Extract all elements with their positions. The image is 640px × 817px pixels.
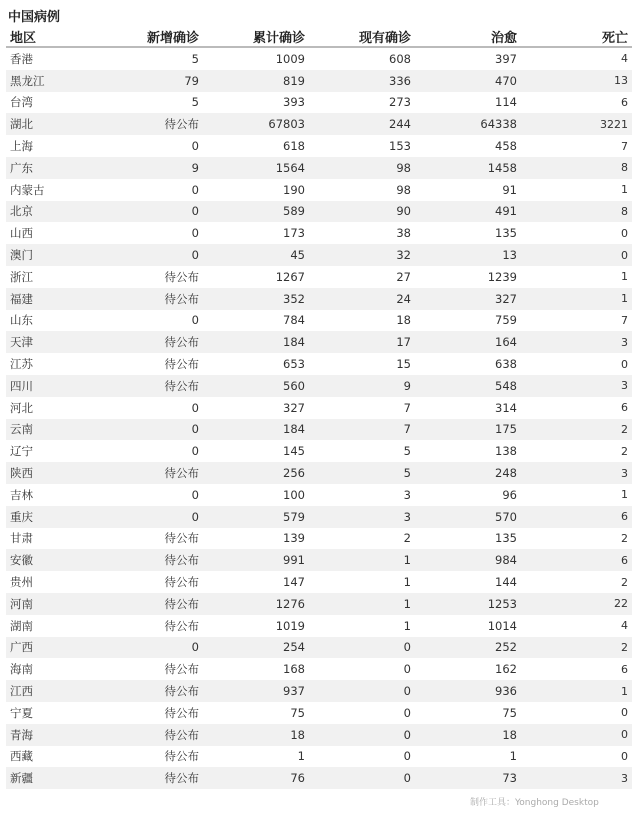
new-confirmed-cell: 待公布 bbox=[101, 767, 203, 789]
region-cell: 天津 bbox=[6, 331, 101, 353]
current-confirmed-cell: 24 bbox=[309, 288, 415, 310]
new-confirmed-cell: 0 bbox=[101, 201, 203, 223]
total-confirmed-cell: 76 bbox=[203, 767, 309, 789]
region-cell: 黑龙江 bbox=[6, 70, 101, 92]
region-cell: 香港 bbox=[10, 51, 33, 66]
table-row bbox=[6, 179, 632, 201]
region-cell: 台湾 bbox=[10, 95, 33, 110]
new-confirmed-cell: 0 bbox=[101, 244, 203, 266]
region-cell: 海南 bbox=[10, 662, 33, 677]
current-confirmed-cell: 38 bbox=[396, 226, 411, 241]
region-cell: 内蒙古 bbox=[10, 182, 45, 197]
recovered-cell: 114 bbox=[495, 95, 517, 110]
new-confirmed-cell: 待公布 bbox=[101, 288, 203, 310]
recovered-cell: 314 bbox=[495, 400, 517, 415]
new-confirmed-cell: 待公布 bbox=[164, 269, 199, 284]
new-confirmed-cell: 0 bbox=[191, 182, 199, 197]
table-row bbox=[6, 484, 632, 506]
total-confirmed-cell: 1019 bbox=[275, 618, 305, 633]
credit-text: 制作工具：Yonghong Desktop bbox=[470, 798, 599, 808]
new-confirmed-cell: 待公布 bbox=[101, 549, 203, 571]
current-confirmed-cell: 27 bbox=[396, 269, 411, 284]
deaths-cell: 6 bbox=[621, 662, 628, 676]
new-confirmed-cell: 待公布 bbox=[101, 375, 203, 397]
new-confirmed-cell: 待公布 bbox=[101, 331, 203, 353]
deaths-cell: 13 bbox=[521, 70, 632, 92]
new-confirmed-cell: 待公布 bbox=[164, 662, 199, 677]
table-row bbox=[6, 353, 632, 375]
recovered-cell: 1458 bbox=[415, 157, 521, 179]
table-row bbox=[6, 70, 632, 92]
total-confirmed-cell: 1009 bbox=[275, 51, 305, 66]
total-confirmed-cell: 327 bbox=[283, 400, 305, 415]
total-confirmed-cell: 75 bbox=[290, 705, 305, 720]
new-confirmed-cell: 待公布 bbox=[164, 705, 199, 720]
region-cell: 贵州 bbox=[10, 575, 33, 590]
new-confirmed-cell: 待公布 bbox=[164, 575, 199, 590]
cases-table bbox=[6, 26, 632, 789]
table-row bbox=[6, 157, 632, 179]
new-confirmed-cell: 0 bbox=[191, 313, 199, 328]
deaths-cell: 0 bbox=[621, 706, 628, 720]
recovered-cell: 13 bbox=[415, 244, 521, 266]
current-confirmed-cell: 7 bbox=[403, 400, 411, 415]
header-total-confirmed: 累计确诊 bbox=[203, 26, 309, 47]
table-row bbox=[6, 571, 632, 593]
header-region: 地区 bbox=[6, 26, 101, 47]
total-confirmed-cell: 1564 bbox=[203, 157, 309, 179]
table-row bbox=[6, 288, 632, 310]
deaths-cell: 2 bbox=[521, 637, 632, 659]
total-confirmed-cell: 184 bbox=[203, 331, 309, 353]
region-cell: 四川 bbox=[6, 375, 101, 397]
region-cell: 江苏 bbox=[10, 357, 33, 372]
current-confirmed-cell: 5 bbox=[309, 462, 415, 484]
current-confirmed-cell: 0 bbox=[309, 724, 415, 746]
deaths-cell: 1 bbox=[521, 288, 632, 310]
header-row bbox=[6, 26, 632, 47]
region-cell: 安徽 bbox=[6, 549, 101, 571]
current-confirmed-cell: 1 bbox=[403, 618, 411, 633]
recovered-cell: 138 bbox=[495, 444, 517, 459]
current-confirmed-cell: 608 bbox=[389, 51, 411, 66]
new-confirmed-cell: 0 bbox=[101, 419, 203, 441]
region-cell: 新疆 bbox=[6, 767, 101, 789]
current-confirmed-cell: 0 bbox=[309, 767, 415, 789]
deaths-cell: 3 bbox=[521, 462, 632, 484]
recovered-cell: 162 bbox=[495, 662, 517, 677]
new-confirmed-cell: 0 bbox=[101, 506, 203, 528]
region-cell: 福建 bbox=[6, 288, 101, 310]
deaths-cell: 1 bbox=[521, 680, 632, 702]
current-confirmed-cell: 1 bbox=[309, 593, 415, 615]
region-cell: 云南 bbox=[6, 419, 101, 441]
recovered-cell: 248 bbox=[415, 462, 521, 484]
deaths-cell: 6 bbox=[621, 95, 628, 109]
table-row bbox=[6, 266, 632, 288]
region-cell: 澳门 bbox=[6, 244, 101, 266]
recovered-cell: 458 bbox=[495, 139, 517, 154]
table-row bbox=[6, 331, 632, 353]
deaths-cell: 0 bbox=[521, 724, 632, 746]
current-confirmed-cell: 98 bbox=[309, 157, 415, 179]
current-confirmed-cell: 244 bbox=[309, 113, 415, 135]
header-current-confirmed: 现有确诊 bbox=[309, 26, 415, 47]
current-confirmed-cell: 2 bbox=[403, 531, 411, 546]
recovered-cell: 91 bbox=[502, 182, 517, 197]
table-row bbox=[6, 746, 632, 768]
deaths-cell: 1 bbox=[621, 183, 628, 197]
current-confirmed-cell: 32 bbox=[309, 244, 415, 266]
recovered-cell: 135 bbox=[495, 531, 517, 546]
total-confirmed-cell: 190 bbox=[283, 182, 305, 197]
new-confirmed-cell: 待公布 bbox=[164, 618, 199, 633]
new-confirmed-cell: 待公布 bbox=[164, 357, 199, 372]
recovered-cell: 548 bbox=[415, 375, 521, 397]
recovered-cell: 491 bbox=[415, 201, 521, 223]
table-row bbox=[6, 549, 632, 571]
deaths-cell: 3221 bbox=[521, 113, 632, 135]
deaths-cell: 3 bbox=[521, 331, 632, 353]
new-confirmed-cell: 5 bbox=[191, 51, 199, 66]
recovered-cell: 327 bbox=[415, 288, 521, 310]
total-confirmed-cell: 1267 bbox=[275, 269, 305, 284]
total-confirmed-cell: 67803 bbox=[203, 113, 309, 135]
header-new-confirmed: 新增确诊 bbox=[101, 26, 203, 47]
table-row bbox=[6, 47, 632, 70]
region-cell: 广东 bbox=[6, 157, 101, 179]
recovered-cell: 1 bbox=[509, 749, 517, 764]
total-confirmed-cell: 100 bbox=[283, 487, 305, 502]
deaths-cell: 2 bbox=[621, 575, 628, 589]
total-confirmed-cell: 991 bbox=[203, 549, 309, 571]
header-deaths: 死亡 bbox=[521, 26, 632, 47]
deaths-cell: 2 bbox=[621, 531, 628, 545]
current-confirmed-cell: 0 bbox=[403, 749, 411, 764]
deaths-cell: 6 bbox=[521, 506, 632, 528]
current-confirmed-cell: 1 bbox=[403, 575, 411, 590]
region-cell: 陕西 bbox=[6, 462, 101, 484]
deaths-cell: 2 bbox=[621, 444, 628, 458]
deaths-cell: 6 bbox=[621, 401, 628, 415]
total-confirmed-cell: 1276 bbox=[203, 593, 309, 615]
deaths-cell: 1 bbox=[621, 270, 628, 284]
current-confirmed-cell: 0 bbox=[403, 705, 411, 720]
new-confirmed-cell: 79 bbox=[101, 70, 203, 92]
total-confirmed-cell: 579 bbox=[203, 506, 309, 528]
table-row bbox=[6, 462, 632, 484]
recovered-cell: 175 bbox=[415, 419, 521, 441]
region-cell: 甘肃 bbox=[10, 531, 33, 546]
total-confirmed-cell: 937 bbox=[203, 680, 309, 702]
new-confirmed-cell: 待公布 bbox=[164, 749, 199, 764]
new-confirmed-cell: 待公布 bbox=[101, 113, 203, 135]
recovered-cell: 936 bbox=[415, 680, 521, 702]
new-confirmed-cell: 5 bbox=[191, 95, 199, 110]
deaths-cell: 3 bbox=[521, 375, 632, 397]
deaths-cell: 6 bbox=[521, 549, 632, 571]
current-confirmed-cell: 90 bbox=[309, 201, 415, 223]
total-confirmed-cell: 184 bbox=[203, 419, 309, 441]
new-confirmed-cell: 待公布 bbox=[101, 462, 203, 484]
table-row bbox=[6, 615, 632, 637]
total-confirmed-cell: 45 bbox=[203, 244, 309, 266]
current-confirmed-cell: 15 bbox=[396, 357, 411, 372]
deaths-cell: 8 bbox=[521, 201, 632, 223]
region-cell: 河北 bbox=[10, 400, 33, 415]
total-confirmed-cell: 145 bbox=[283, 444, 305, 459]
recovered-cell: 397 bbox=[495, 51, 517, 66]
recovered-cell: 164 bbox=[415, 331, 521, 353]
current-confirmed-cell: 273 bbox=[389, 95, 411, 110]
total-confirmed-cell: 352 bbox=[203, 288, 309, 310]
region-cell: 重庆 bbox=[6, 506, 101, 528]
new-confirmed-cell: 9 bbox=[101, 157, 203, 179]
current-confirmed-cell: 3 bbox=[309, 506, 415, 528]
region-cell: 河南 bbox=[6, 593, 101, 615]
table-row bbox=[6, 506, 632, 528]
total-confirmed-cell: 393 bbox=[283, 95, 305, 110]
recovered-cell: 64338 bbox=[415, 113, 521, 135]
region-cell: 浙江 bbox=[10, 269, 33, 284]
total-confirmed-cell: 784 bbox=[283, 313, 305, 328]
new-confirmed-cell: 0 bbox=[191, 400, 199, 415]
current-confirmed-cell: 3 bbox=[403, 487, 411, 502]
new-confirmed-cell: 0 bbox=[191, 226, 199, 241]
region-cell: 山东 bbox=[10, 313, 33, 328]
recovered-cell: 75 bbox=[502, 705, 517, 720]
total-confirmed-cell: 139 bbox=[283, 531, 305, 546]
new-confirmed-cell: 0 bbox=[101, 637, 203, 659]
table-row bbox=[6, 528, 632, 550]
recovered-cell: 470 bbox=[415, 70, 521, 92]
current-confirmed-cell: 153 bbox=[389, 139, 411, 154]
table-row bbox=[6, 201, 632, 223]
total-confirmed-cell: 560 bbox=[203, 375, 309, 397]
current-confirmed-cell: 17 bbox=[309, 331, 415, 353]
deaths-cell: 4 bbox=[621, 619, 628, 633]
recovered-cell: 1014 bbox=[487, 618, 517, 633]
table-row bbox=[6, 113, 632, 135]
recovered-cell: 1253 bbox=[415, 593, 521, 615]
total-confirmed-cell: 147 bbox=[283, 575, 305, 590]
new-confirmed-cell: 0 bbox=[191, 444, 199, 459]
deaths-cell: 22 bbox=[521, 593, 632, 615]
recovered-cell: 96 bbox=[502, 487, 517, 502]
recovered-cell: 984 bbox=[415, 549, 521, 571]
current-confirmed-cell: 98 bbox=[396, 182, 411, 197]
recovered-cell: 144 bbox=[495, 575, 517, 590]
region-cell: 上海 bbox=[10, 139, 33, 154]
table-title: 中国病例 bbox=[8, 10, 61, 25]
region-cell: 广西 bbox=[6, 637, 101, 659]
table-row bbox=[6, 135, 632, 157]
recovered-cell: 570 bbox=[415, 506, 521, 528]
table-row bbox=[6, 419, 632, 441]
current-confirmed-cell: 9 bbox=[309, 375, 415, 397]
new-confirmed-cell: 待公布 bbox=[164, 531, 199, 546]
region-cell: 辽宁 bbox=[10, 444, 33, 459]
table-row bbox=[6, 310, 632, 332]
region-cell: 湖南 bbox=[10, 618, 33, 633]
table-row bbox=[6, 680, 632, 702]
current-confirmed-cell: 336 bbox=[309, 70, 415, 92]
table-row bbox=[6, 702, 632, 724]
total-confirmed-cell: 254 bbox=[203, 637, 309, 659]
new-confirmed-cell: 待公布 bbox=[101, 593, 203, 615]
deaths-cell: 0 bbox=[521, 244, 632, 266]
total-confirmed-cell: 653 bbox=[283, 357, 305, 372]
total-confirmed-cell: 589 bbox=[203, 201, 309, 223]
total-confirmed-cell: 168 bbox=[283, 662, 305, 677]
recovered-cell: 135 bbox=[495, 226, 517, 241]
header-recovered: 治愈 bbox=[415, 26, 521, 47]
deaths-cell: 8 bbox=[521, 157, 632, 179]
table-row bbox=[6, 724, 632, 746]
recovered-cell: 759 bbox=[495, 313, 517, 328]
current-confirmed-cell: 7 bbox=[309, 419, 415, 441]
table-row bbox=[6, 375, 632, 397]
current-confirmed-cell: 0 bbox=[309, 637, 415, 659]
table-row bbox=[6, 593, 632, 615]
total-confirmed-cell: 819 bbox=[203, 70, 309, 92]
region-cell: 山西 bbox=[10, 226, 33, 241]
deaths-cell: 7 bbox=[621, 313, 628, 327]
current-confirmed-cell: 5 bbox=[403, 444, 411, 459]
current-confirmed-cell: 0 bbox=[403, 662, 411, 677]
deaths-cell: 3 bbox=[521, 767, 632, 789]
deaths-cell: 0 bbox=[621, 357, 628, 371]
region-cell: 湖北 bbox=[6, 113, 101, 135]
region-cell: 宁夏 bbox=[10, 705, 33, 720]
deaths-cell: 4 bbox=[621, 52, 628, 66]
table-row bbox=[6, 767, 632, 789]
region-cell: 江西 bbox=[6, 680, 101, 702]
new-confirmed-cell: 待公布 bbox=[101, 680, 203, 702]
recovered-cell: 638 bbox=[495, 357, 517, 372]
current-confirmed-cell: 0 bbox=[309, 680, 415, 702]
total-confirmed-cell: 173 bbox=[283, 226, 305, 241]
recovered-cell: 73 bbox=[415, 767, 521, 789]
table-row bbox=[6, 244, 632, 266]
new-confirmed-cell: 待公布 bbox=[101, 724, 203, 746]
table-row bbox=[6, 658, 632, 680]
region-cell: 西藏 bbox=[10, 749, 33, 764]
deaths-cell: 7 bbox=[621, 139, 628, 153]
recovered-cell: 252 bbox=[415, 637, 521, 659]
table-row bbox=[6, 637, 632, 659]
region-cell: 北京 bbox=[6, 201, 101, 223]
deaths-cell: 0 bbox=[621, 749, 628, 763]
table-row bbox=[6, 222, 632, 244]
table-row bbox=[6, 92, 632, 114]
total-confirmed-cell: 618 bbox=[283, 139, 305, 154]
total-confirmed-cell: 256 bbox=[203, 462, 309, 484]
new-confirmed-cell: 0 bbox=[191, 139, 199, 154]
region-cell: 吉林 bbox=[10, 487, 33, 502]
recovered-cell: 18 bbox=[415, 724, 521, 746]
current-confirmed-cell: 18 bbox=[396, 313, 411, 328]
table-row bbox=[6, 440, 632, 462]
current-confirmed-cell: 1 bbox=[309, 549, 415, 571]
total-confirmed-cell: 1 bbox=[297, 749, 305, 764]
region-cell: 青海 bbox=[6, 724, 101, 746]
deaths-cell: 1 bbox=[621, 488, 628, 502]
deaths-cell: 2 bbox=[521, 419, 632, 441]
table-row bbox=[6, 397, 632, 419]
table-body bbox=[6, 47, 632, 789]
new-confirmed-cell: 0 bbox=[191, 487, 199, 502]
total-confirmed-cell: 18 bbox=[203, 724, 309, 746]
recovered-cell: 1239 bbox=[487, 269, 517, 284]
deaths-cell: 0 bbox=[621, 226, 628, 240]
